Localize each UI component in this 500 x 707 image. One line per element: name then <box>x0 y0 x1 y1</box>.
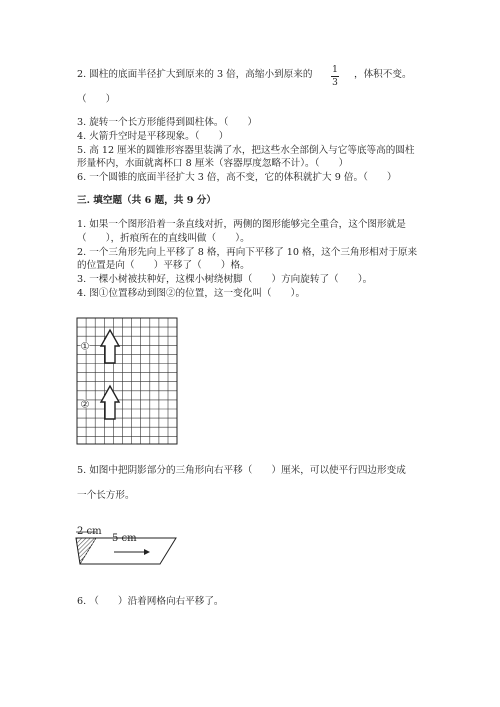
grid-figure <box>77 318 177 444</box>
judgment-q3: 3. 旋转一个长方形能得到圆柱体。（ ） <box>77 117 258 128</box>
judgment-q6: 6. 一个圆锥的底面半径扩大 3 倍，高不变，它的体积就扩大 9 倍。（ ） <box>77 172 397 183</box>
arrow-shape-1 <box>101 330 119 363</box>
judgment-q4: 4. 火箭升空时是平移现象。（ ） <box>77 131 229 142</box>
fill-q5-line1: 5. 如图中把阴影部分的三角形向右平移（ ）厘米，可以使平行四边形变成 <box>77 465 406 476</box>
judgment-q5-line2: 形量杯内，水面就离杯口 8 厘米（容器厚度忽略不计）。（ ） <box>77 158 349 169</box>
judgment-q2-text: 2. 圆柱的底面半径扩大到原来的 3 倍，高缩小到原来的 <box>77 69 313 80</box>
fill-q5-line2: 一个长方形。 <box>77 490 135 501</box>
judgment-q2-fraction-numerator: 1 <box>332 65 338 75</box>
parallelogram-figure <box>72 522 202 572</box>
grid-label-2: ② <box>80 399 90 411</box>
section-heading: 三. 填空题（共 6 题，共 9 分） <box>77 195 216 206</box>
judgment-q5-line1: 5. 高 12 厘米的圆锥形容器里装满了水，把这些水全部倒入与它等底等高的圆柱 <box>77 145 415 156</box>
label-2cm: 2 cm <box>77 526 102 537</box>
judgment-q2-fraction-denominator: 3 <box>332 78 338 88</box>
judgment-q2-text-end: ，体积不变。 <box>354 69 412 80</box>
grid-lines <box>77 318 177 444</box>
fill-q4: 4. 图①位置移动到图②的位置，这一变化叫（ ）。 <box>77 288 306 299</box>
grid-label-1: ① <box>80 341 90 353</box>
translation-arrow-head <box>144 549 150 555</box>
grid-border <box>77 318 177 444</box>
judgment-q2-answer-paren: （ ） <box>77 94 116 105</box>
label-5cm: 5 cm <box>112 533 137 544</box>
fill-q1-line2: （ ），折痕所在的直线叫做（ ）。 <box>77 233 250 244</box>
judgment-q2-fraction-bar <box>331 76 339 77</box>
fill-q6: 6. （ ）沿着网格向右平移了。 <box>77 596 224 607</box>
fill-q3: 3. 一棵小树被扶种好，这棵小树绕树脚（ ）方向旋转了（ ）。 <box>77 274 373 285</box>
fill-q2-line2: 的位置是向（ ）平移了（ ）格。 <box>77 260 250 271</box>
fill-q1-line1: 1. 如果一个图形沿着一条直线对折，两侧的图形能够完全重合，这个图形就是 <box>77 219 406 230</box>
fill-q2-line1: 2. 一个三角形先向上平移了 8 格，再向下平移了 10 格，这个三角形相对于原来 <box>77 247 418 258</box>
